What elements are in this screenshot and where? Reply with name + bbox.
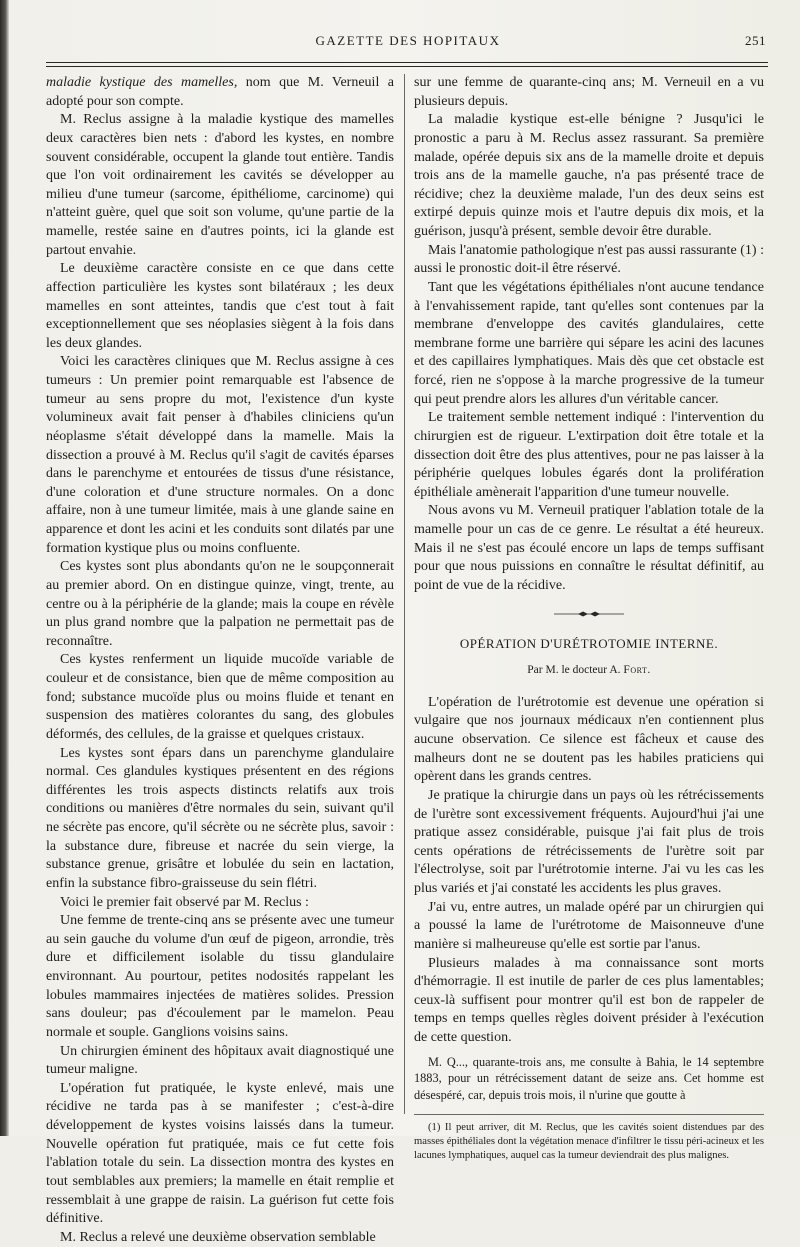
journal-title: GAZETTE DES HOPITAUX (315, 33, 501, 48)
paragraph: M. Reclus assigne à la maladie kystique des mamelles deux caractères bien nets : d'abord les kystes, en nombre souvent considérable, occupent la glande tout entière. Tandis que l'on voit ordinairement les cavités se développer au milieu d'une tumeur (sarcome, épithéliome, carcinome) qui n'atteint guère, quel que soit son volume, qu'une partie de la mamelle, restée saine en d'autres points, ici la glande est partout envahie. (46, 112, 394, 258)
paragraph: sur une femme de quarante-cinq ans; M. Verneuil en a vu plusieurs depuis. (414, 75, 764, 109)
paragraph: Mais l'anatomie pathologique n'est pas aussi rassurante (1) : aussi le pronostic doit-il être réservé. (414, 242, 764, 277)
header-rule-bottom (46, 66, 768, 67)
paragraph: La maladie kystique est-elle bénigne ? Jusqu'ici le pronostic a paru à M. Reclus assez rassurant. Sa première malade, opérée depuis six ans de la mamelle droite et depuis trois ans de la mamelle gauche, n'a pas présenté trace de récidive; chez la deuxième malade, l'un des deux seins est extirpé depuis quinze mois et l'autre depuis dix mois, et la guérison, jusqu'à présent, semble devoir être durable. (414, 112, 764, 239)
binding-edge (0, 0, 9, 1136)
paragraph: Je pratique la chirurgie dans un pays où les rétrécissements de l'urètre sont excessivement fréquents. Aujourd'hui j'ai une pratique assez considérable, puisque j'ai fait plus de trois cents opérations de rétrécissements de l'urètre soit par l'électrolyse, soit par l'urétrotomie interne. J'ai vu les cas les plus variés et j'ai constaté les accidents les plus graves. (414, 787, 764, 896)
paragraph: Voici les caractères cliniques que M. Reclus assigne à ces tumeurs : Un premier point remarquable est l'absence de tumeur au sens propre du mot, l'existence d'un kyste volumineux avait fait penser à d'habiles cliniciens qu'un néoplasme s'était développé dans la mamelle. Mais la dissection a prouvé à M. Reclus qu'il s'agit de cavités éparses dans le parenchyme et entourées de tissus d'une résistance, d'une coloration et d'une structure normales. On a donc affaire, non à une tumeur limitée, mais à une glande saine en apparence et dont les acini et les conduits sont dilatés par une formation kystique plus ou moins confluente. (46, 354, 394, 556)
paragraph: Ces kystes sont plus abondants qu'on ne le soupçonnerait au premier abord. On en distingue quinze, vingt, trente, au centre ou à la périphérie de la glande; mais la coupe en révèle un plus grand nombre que la palpation ne permettait pas de reconnaître. (46, 559, 394, 649)
paragraph: J'ai vu, entre autres, un malade opéré par un chirurgien qui a poussé la lame de l'urétrotome de Maisonneuve d'une manière si malheureuse qu'elle est sortie par l'anus. (414, 899, 764, 952)
case-report: M. Q..., quarante-trois ans, me consulte à Bahia, le 14 septembre 1883, pour un rétrécissement datant de seize ans. Cet homme est désespéré, car, depuis trois mois, il n'urine que goutte à (414, 1054, 764, 1103)
paragraph: Les kystes sont épars dans un parenchyme glandulaire normal. Ces glandules kystiques présentent en des régions différentes les trois aspects distincts relatifs aux trois conditions ou manières d'être normales du sein, suivant qu'il ne sécrète pas encore, qu'il sécrète ou ne sécrète plus, savoir : la substance dure, fibreuse et nacrée du sein vierge, la substance grenue, grisâtre et lobulée du sein en lactation, enfin la substance fibro-graisseuse du sein flétri. (46, 745, 394, 891)
left-column (46, 74, 394, 1247)
paragraph: Plusieurs malades à ma connaissance sont morts d'hémorragie. Il est inutile de parler de ces plus lamentables; ceux-là suffisent pour montrer qu'il est bon de rappeler de temps en temps quelles règles doivent présider à l'exécution de cette question. (414, 955, 764, 1045)
paragraph: Un chirurgien éminent des hôpitaux avait diagnostiqué une tumeur maligne. (46, 1043, 394, 1078)
page-number: 251 (745, 33, 766, 48)
footnote: (1) Il peut arriver, dit M. Reclus, que les cavités soient distendues par des masses épithéliales dont la végétation menace d'infiltrer le tissu péri-acineux et les lacunes lymphatiques, auquel cas la tumeur deviendrait des plus malignes. (414, 1122, 764, 1161)
section-title: OPÉRATION D'URÉTROTOMIE INTERNE. (459, 635, 719, 651)
section-separator-ornament (414, 610, 764, 621)
right-column (414, 74, 764, 1162)
paragraph: Tant que les végétations épithéliales n'ont aucune tendance à l'envahissement rapide, tant qu'elles sont contenues par la membrane d'enveloppe des cavités glandulaires, cette membrane forme une barrière qui sépare les acini des lacunes et des capillaires lymphatiques. Mais dès que cet obstacle est forcé, rien ne s'oppose à la marche progressive de la tumeur qui peut prendre alors les allures d'un véritable cancer. (414, 279, 764, 407)
italic-text: maladie kystique des mamelles, (46, 75, 238, 90)
paragraph (46, 74, 394, 111)
column-divider (404, 74, 405, 1114)
paragraph: L'opération fut pratiquée, le kyste enlevé, mais une récidive ne tarda pas à se manifester ; c'est-à-dire développement de kystes voisins laissés dans la tumeur. Nouvelle opération fut pratiquée, mais ce fut cette fois l'ablation totale du sein. La dissection montra des kystes en tout semblables aux premiers; la mamelle en était remplie et ressemblait à une grappe de raisin. La guérison fut cette fois définitive. (46, 1080, 394, 1227)
byline (414, 661, 764, 680)
text-span: nom que M. Verneuil a adopté pour son compte. (46, 75, 394, 109)
header-rule-top (46, 62, 768, 63)
page-header (46, 33, 770, 51)
paragraph: M. Reclus a relevé une deuxième observation semblable (60, 1229, 376, 1245)
paragraph: Voici le premier fait observé par M. Reclus : (60, 894, 309, 910)
paragraph: Une femme de trente-cinq ans se présente avec une tumeur au sein gauche du volume d'un œuf de pigeon, arrondie, très dure et difficilement isolable du tissu glandulaire environnant. Au pourtour, petites nodosités rappelant les lobules mammaires injectées de matières solides. Pression sans douleur; pas d'écoulement par le mamelon. Peau normale et souple. Ganglions voisins sains. (46, 913, 394, 1040)
footnote-rule (414, 1114, 764, 1115)
author-name: Fort. (623, 664, 651, 677)
paragraph: Le deuxième caractère consiste en ce que dans cette affection particulière les kystes sont bilatéraux ; les deux mamelles en sont atteintes, tandis que c'est tout à fait exceptionnellement que ses néoplasies siègent à la fois dans les deux glandes. (46, 261, 394, 351)
paragraph: Ces kystes renferment un liquide mucoïde variable de couleur et de consistance, bien que de même composition au fond; substance mucoïde plus ou moins fluide et tenant en suspension des matières colorantes du sang, des globules déformés, des cellules, de la graisse et quelques cristaux. (46, 652, 394, 742)
ornament-icon (554, 610, 624, 618)
byline-prefix: Par M. le docteur A. (527, 664, 624, 677)
paragraph: Le traitement semble nettement indiqué : l'intervention du chirurgien est de rigueur. L'extirpation doit être totale et la dissection doit être des plus attentives, pour ne pas laisser à la périphérie quelques lobules égarés dont la prolifération épithéliale amènerait l'apparition d'une tumeur nouvelle. (414, 410, 764, 500)
paragraph: Nous avons vu M. Verneuil pratiquer l'ablation totale de la mamelle pour un cas de ce genre. Le résultat a été heureux. Mais il ne s'est pas écoulé encore un laps de temps suffisant pour que nous puissions en connaître le résultat définitif, au point de vue de la récidive. (414, 503, 764, 593)
paragraph: L'opération de l'urétrotomie est devenue une opération si vulgaire que nos journaux médicaux n'en contiennent plus aucune observation. Ce silence est fâcheux et cause des malheurs dont ne se doutent pas les habiles praticiens qui opèrent dans les grands centres. (414, 694, 764, 785)
